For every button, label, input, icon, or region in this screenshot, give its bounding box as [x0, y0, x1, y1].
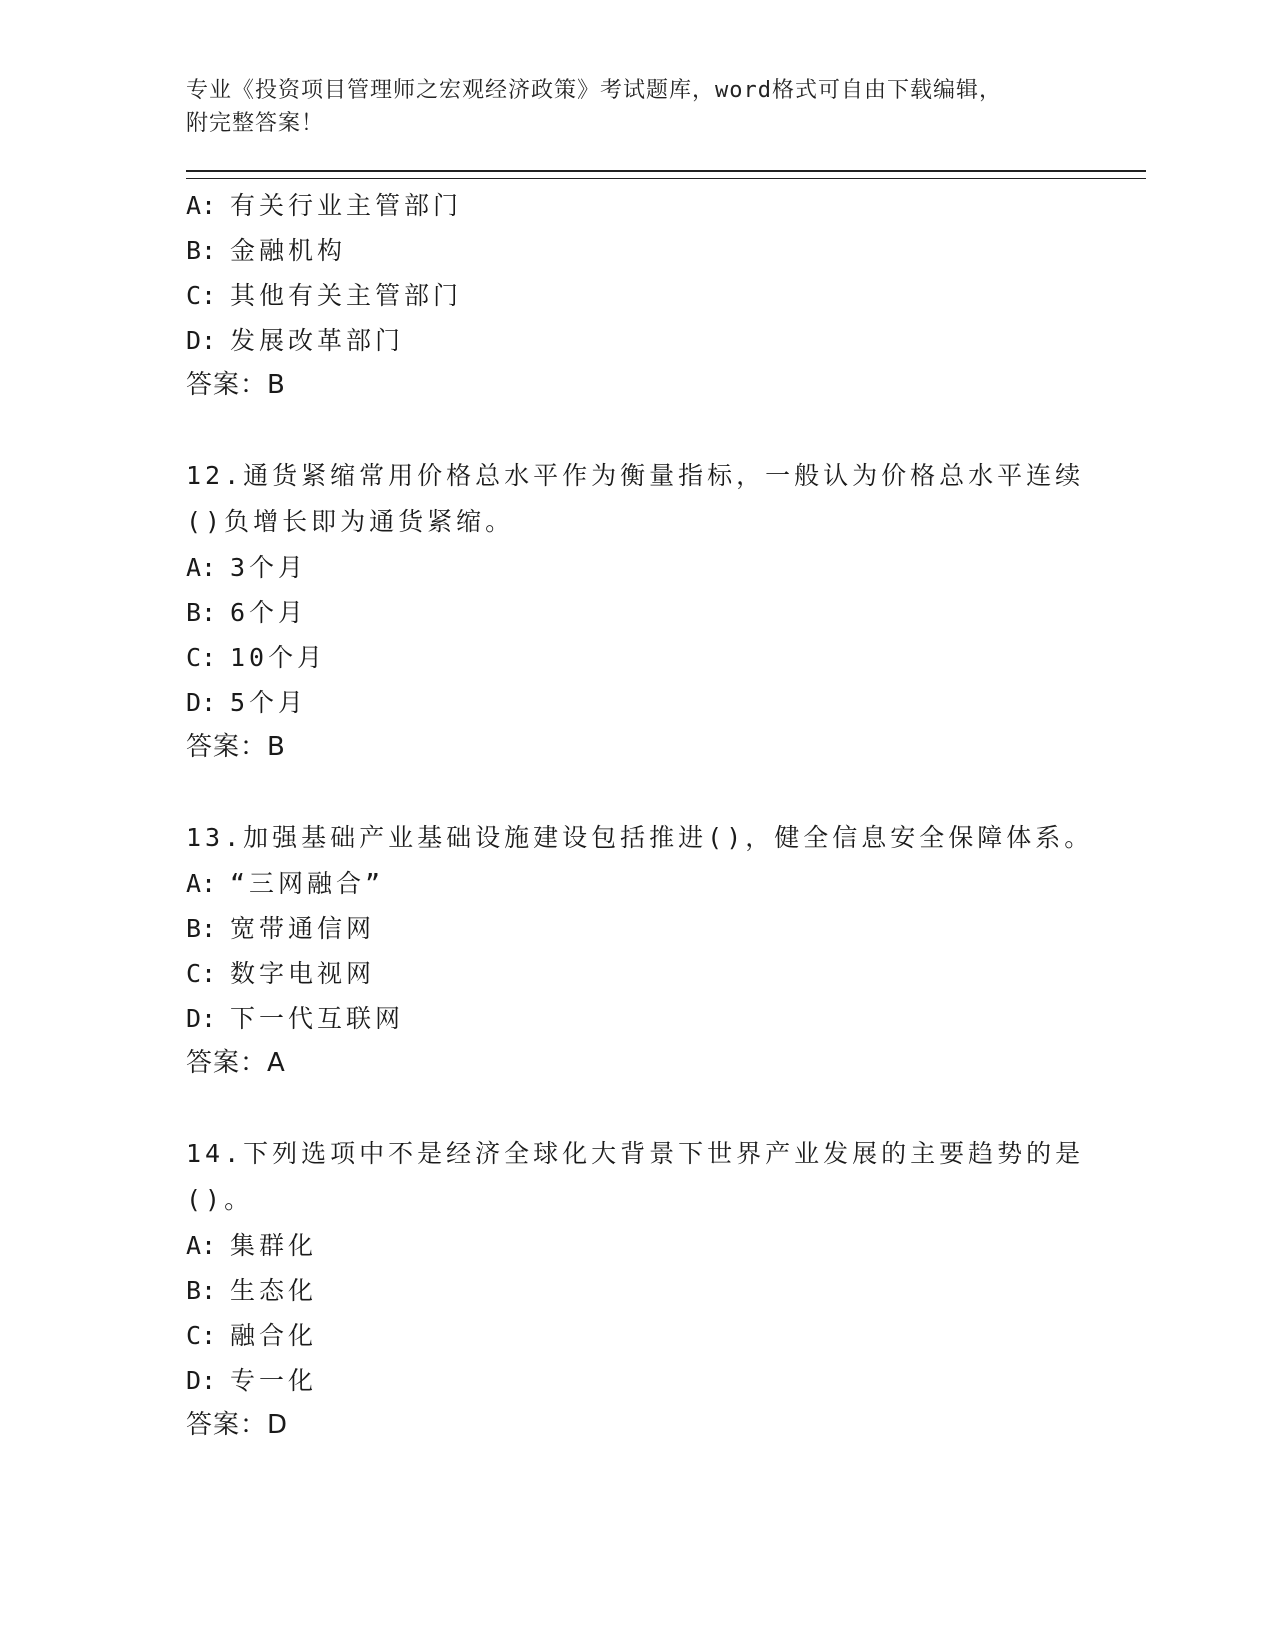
option-letter: D:	[186, 688, 217, 717]
question-text-line-1: 14.下列选项中不是经济全球化大背景下世界产业发展的主要趋势的是	[186, 1139, 1085, 1168]
option-text: 其他有关主管部门	[230, 281, 463, 310]
option-c	[186, 951, 1146, 996]
option-letter: B:	[186, 598, 217, 627]
option-d	[186, 318, 1146, 363]
option-text: 6个月	[230, 598, 308, 627]
option-d	[186, 1358, 1146, 1403]
option-b	[186, 228, 1146, 273]
option-c	[186, 273, 1146, 318]
option-letter: C:	[186, 281, 217, 310]
option-letter: C:	[186, 1321, 217, 1350]
option-letter: D:	[186, 1366, 217, 1395]
option-text: 集群化	[230, 1231, 318, 1260]
answer-line: 答案：A	[186, 1048, 286, 1078]
question-text-line-2: ()负增长即为通货紧缩。	[186, 507, 515, 536]
document-header	[186, 0, 1146, 140]
question-12	[186, 453, 1146, 770]
question-text-line-1: 12.通货紧缩常用价格总水平作为衡量指标，一般认为价格总水平连续	[186, 461, 1085, 490]
option-text: 融合化	[230, 1321, 318, 1350]
option-text: 10个月	[230, 643, 327, 672]
option-text: 3个月	[230, 553, 308, 582]
answer-line: 答案：B	[186, 370, 286, 400]
option-text: “三网融合”	[230, 869, 385, 898]
option-d	[186, 996, 1146, 1041]
answer-line: 答案：B	[186, 732, 286, 762]
question-text-line-2: ()。	[186, 1185, 254, 1214]
question-13	[186, 815, 1146, 1086]
option-a	[186, 861, 1146, 906]
option-letter: C:	[186, 643, 217, 672]
option-text: 5个月	[230, 688, 308, 717]
question-14	[186, 1131, 1146, 1448]
option-b	[186, 590, 1146, 635]
option-letter: D:	[186, 326, 217, 355]
option-letter: B:	[186, 236, 217, 265]
option-letter: A:	[186, 1231, 217, 1260]
option-text: 下一代互联网	[230, 1004, 405, 1033]
option-text: 金融机构	[230, 236, 347, 265]
option-letter: D:	[186, 1004, 217, 1033]
option-letter: A:	[186, 553, 217, 582]
option-letter: C:	[186, 959, 217, 988]
document-page	[186, 0, 1146, 1448]
option-d	[186, 680, 1146, 725]
question-text-line-1: 13.加强基础产业基础设施建设包括推进()，健全信息安全保障体系。	[186, 823, 1094, 852]
continued-question	[186, 183, 1146, 408]
header-divider	[186, 170, 1146, 179]
option-c	[186, 1313, 1146, 1358]
option-c	[186, 635, 1146, 680]
option-a	[186, 1223, 1146, 1268]
option-text: 发展改革部门	[230, 326, 405, 355]
option-text: 有关行业主管部门	[230, 191, 463, 220]
option-letter: B:	[186, 914, 217, 943]
option-letter: A:	[186, 191, 217, 220]
option-a	[186, 183, 1146, 228]
option-text: 数字电视网	[230, 959, 376, 988]
answer-line: 答案：D	[186, 1410, 289, 1440]
option-text: 宽带通信网	[230, 914, 376, 943]
option-letter: B:	[186, 1276, 217, 1305]
option-b	[186, 1268, 1146, 1313]
option-text: 生态化	[230, 1276, 318, 1305]
option-letter: A:	[186, 869, 217, 898]
header-line-2: 附完整答案！	[186, 111, 325, 136]
header-line-1: 专业《投资项目管理师之宏观经济政策》考试题库，word格式可自由下载编辑，	[186, 78, 1002, 103]
option-a	[186, 545, 1146, 590]
option-b	[186, 906, 1146, 951]
option-text: 专一化	[230, 1366, 318, 1395]
